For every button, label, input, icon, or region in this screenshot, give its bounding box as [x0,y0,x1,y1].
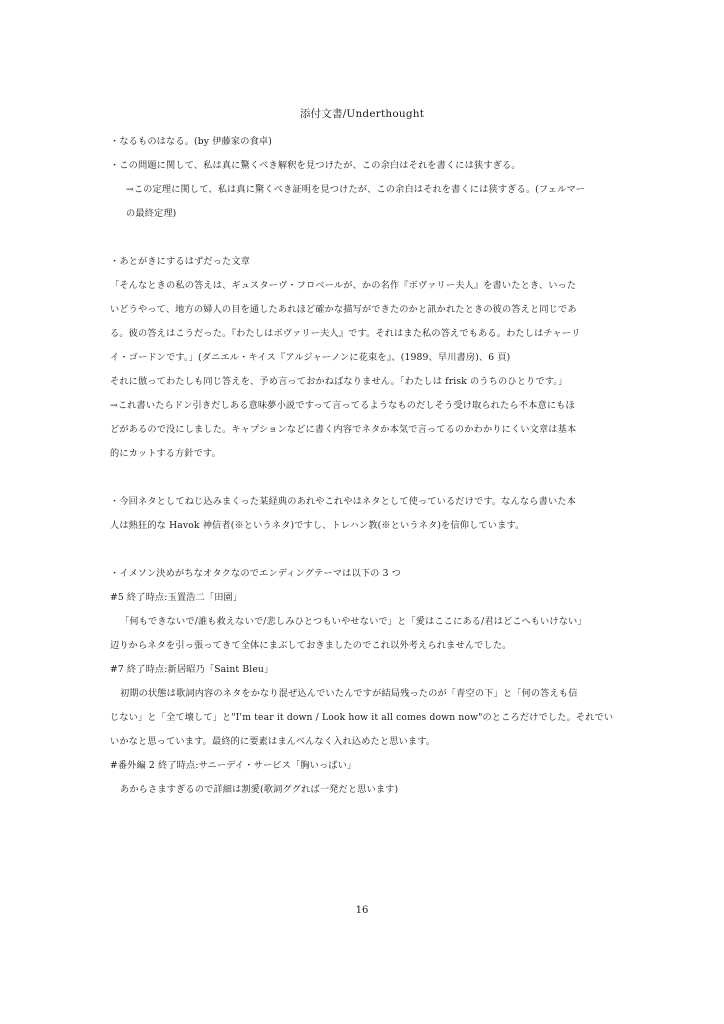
text-line: #5 終了時点:玉置浩二「田園」 [110,592,243,603]
text-line: ・この問題に関して、私は真に驚くべき解釈を見つけたが、この余白はそれを書くには狭すぎる。 [110,160,521,171]
text-line: 辺りからネタを引っ張ってきて全体にまぶしておきましたのでこれ以外考えられませんでした。 [110,640,512,651]
text-line: 「そんなときの私の答えは、ギュスターヴ・フロベールが、かの名作『ボヴァリー夫人』を書いたとき、いった [110,280,577,291]
paragraph-gap [110,538,615,562]
text-line: 初期の状態は歌詞内容のネタをかなり混ぜ込んでいたんですが結局残ったのが「青空の下」と「何の答えも信 [120,688,578,699]
text-line: ・今回ネタとしてねじ込みまくった某経典のあれやこれやはネタとして使っているだけです。なんなら書いた本 [110,496,576,507]
text-line: 的にカットする方針です。 [110,448,221,459]
paragraph-gap [110,466,615,490]
text-line: #番外編 2 終了時点:サニーデイ・サービス「胸いっぱい」 [110,760,357,771]
document-body [110,130,615,802]
text-line: →この定理に関して、私は真に驚くべき証明を見つけたが、この余白はそれを書くには狭すぎる。(フェルマー [126,184,586,195]
text-line: ・なるものはなる。(by 伊藤家の食卓) [110,136,272,147]
text-line: あからさますぎるので詳細は割愛(歌詞ググれば一発だと思います) [120,784,399,795]
text-line: #7 終了時点:新居昭乃「Saint Bleu」 [110,664,274,675]
text-line: イ・ゴードンです。」(ダニエル・キイス『アルジャーノンに花束を』、(1989、早川書房)、6 頁) [110,352,511,363]
paragraph-gap [110,226,615,250]
text-line: る。彼の答えはこうだった。『わたしはボヴァリー夫人』です。それはまた私の答えでもある。わたしはチャーリ [110,328,581,339]
page-number: 16 [355,905,369,916]
text-line: それに倣ってわたしも同じ答えを、予め言っておかねばなりません。「わたしは frisk のうちのひとりです。」 [110,376,568,387]
text-line: いどうやって、地方の婦人の目を通したあれほど確かな描写ができたのかと訊かれたときの彼の答えと同じであ [110,304,577,315]
document-title: 添付文書/Underthought [299,108,425,120]
text-line: 人は熱狂的な Havok 神信者(※というネタ)ですし、トレハン教(※というネタ)を信仰しています。 [110,520,525,531]
text-line: じない」と「全て壊して」と"I'm tear it down / Look how it all comes down now"のところだけでした。それでい [110,712,614,723]
text-line: の最終定理) [126,208,177,219]
text-line: いかなと思っています。最終的に要素はまんべんなく入れ込めたと思います。 [110,736,436,747]
text-line: ・イメソン決めがちなオタクなのでエンディングテーマは以下の 3 つ [110,568,401,579]
text-line: どがあるので没にしました。キャプションなどに書く内容でネタか本気で言ってるのかわかりにくい文章は基本 [110,424,577,435]
text-line: ・あとがきにするはずだった文章 [110,256,251,267]
text-line: 「何もできないで/誰も救えないで/悲しみひとつもいやせないで」と「愛はここにある/君はどこへもいけない」 [120,616,587,627]
text-line: →これ書いたらドン引きだしある意味夢小説ですって言ってるようなものだしそう受け取られたら不本意にもほ [110,400,575,411]
